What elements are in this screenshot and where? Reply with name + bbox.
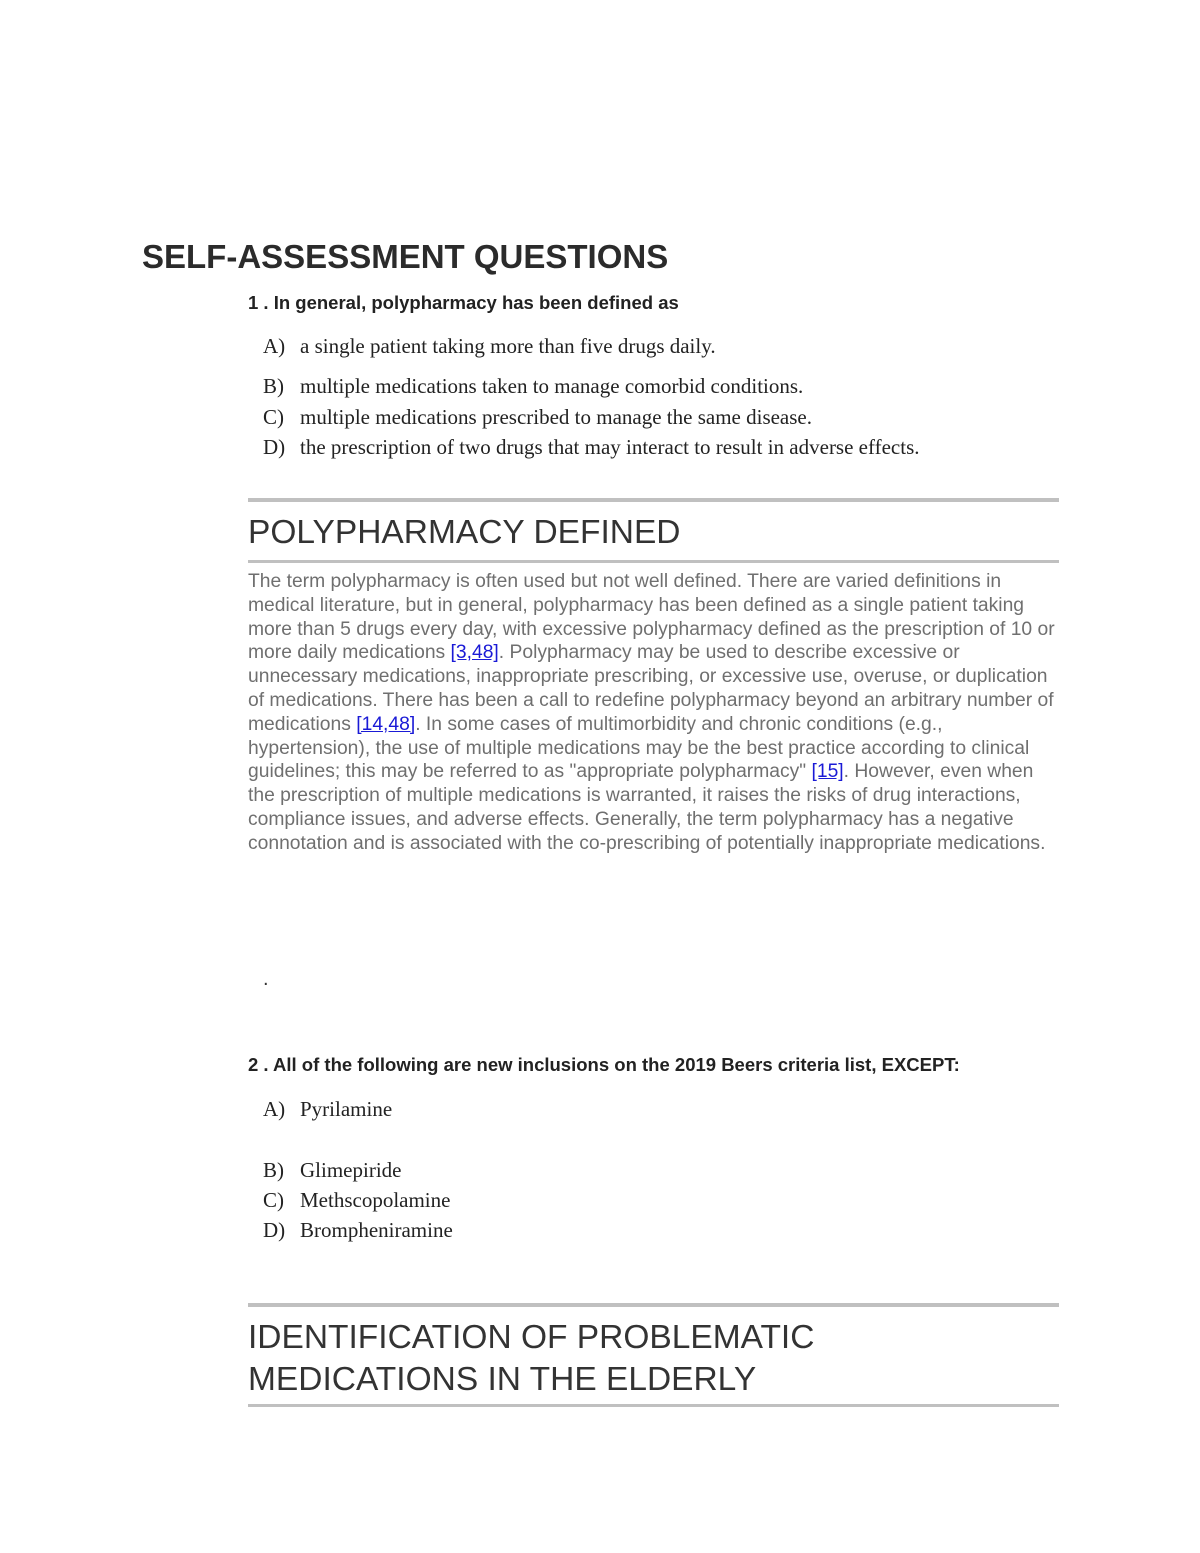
option-text: multiple medications prescribed to manage the same disease. [300,405,812,429]
heading-line: IDENTIFICATION OF PROBLEMATIC [248,1319,815,1356]
q1-option-a [263,334,716,359]
option-text: multiple medications taken to manage comorbid conditions. [300,374,804,398]
option-letter: C) [263,405,284,429]
section-divider-bottom [248,1404,1059,1407]
section-body-paragraph [248,570,1063,856]
option-text: a single patient taking more than five drugs daily. [300,334,716,358]
citation-link[interactable]: [15] [811,761,844,783]
q2-option-a [263,1097,392,1122]
option-text: Brompheniramine [300,1218,453,1242]
section-heading-identification [248,1317,814,1401]
option-letter: C) [263,1188,284,1212]
question-1: 1 . In general, polypharmacy has been defined as [248,292,679,313]
option-text: Pyrilamine [300,1097,393,1121]
option-letter: A) [263,1097,286,1121]
section-divider-bottom [248,560,1059,563]
option-letter: B) [263,1158,284,1182]
citation-link[interactable]: [3,48] [450,642,499,664]
section-divider-top [248,1303,1059,1307]
option-text: the prescription of two drugs that may interact to result in adverse effects. [300,435,920,459]
section-divider-top [248,498,1059,502]
option-letter: D) [263,1218,286,1242]
heading-line: MEDICATIONS IN THE ELDERLY [248,1361,757,1398]
citation-link[interactable]: [14,48] [356,713,416,735]
option-text: Glimepiride [300,1158,402,1182]
section-heading-polypharmacy: POLYPHARMACY DEFINED [248,514,681,551]
q2-option-d [263,1218,453,1243]
option-letter: D) [263,435,286,459]
option-letter: A) [263,334,286,358]
question-2: 2 . All of the following are new inclusions on the 2019 Beers criteria list, EXCEPT: [248,1054,960,1075]
paragraph-text: . Polypharmacy may be used to describe excessive or unnecessary medications, inappropriate prescribing, or excessive use, overuse, or duplication of medications. There has been a call to redefine polypharmacy beyond an arbitrary number of medications [248,642,1054,735]
paragraph-text: The term polypharmacy is often used but not well defined. There are varied definitions in medical literature, but in general, polypharmacy has been defined as a single patient taking more than 5 drugs every day, with excessive polypharmacy defined as the prescription of 10 or more daily medications [248,571,1055,664]
q1-option-b [263,374,803,399]
option-text: Methscopolamine [300,1188,451,1212]
q2-option-c [263,1188,450,1213]
q2-option-b [263,1158,401,1183]
paragraph-text: . In some cases of multimorbidity and chronic conditions (e.g., hypertension), the use of multiple medications may be the best practice according to clinical guidelines; this may be referred to as "appropriate polypharmacy" [248,713,1030,783]
paragraph-text: . However, even when the prescription of multiple medications is warranted, it raises the risks of drug interactions, compliance issues, and adverse effects. Generally, the term polypharmacy has a negative connotation and is associated with the co-prescribing of potentially inappropriate medications. [248,761,1046,854]
option-letter: B) [263,374,284,398]
q1-option-c [263,405,812,430]
page-title: SELF-ASSESSMENT QUESTIONS [142,238,669,275]
separator-dot: . [263,968,269,990]
q1-option-d [263,435,920,460]
